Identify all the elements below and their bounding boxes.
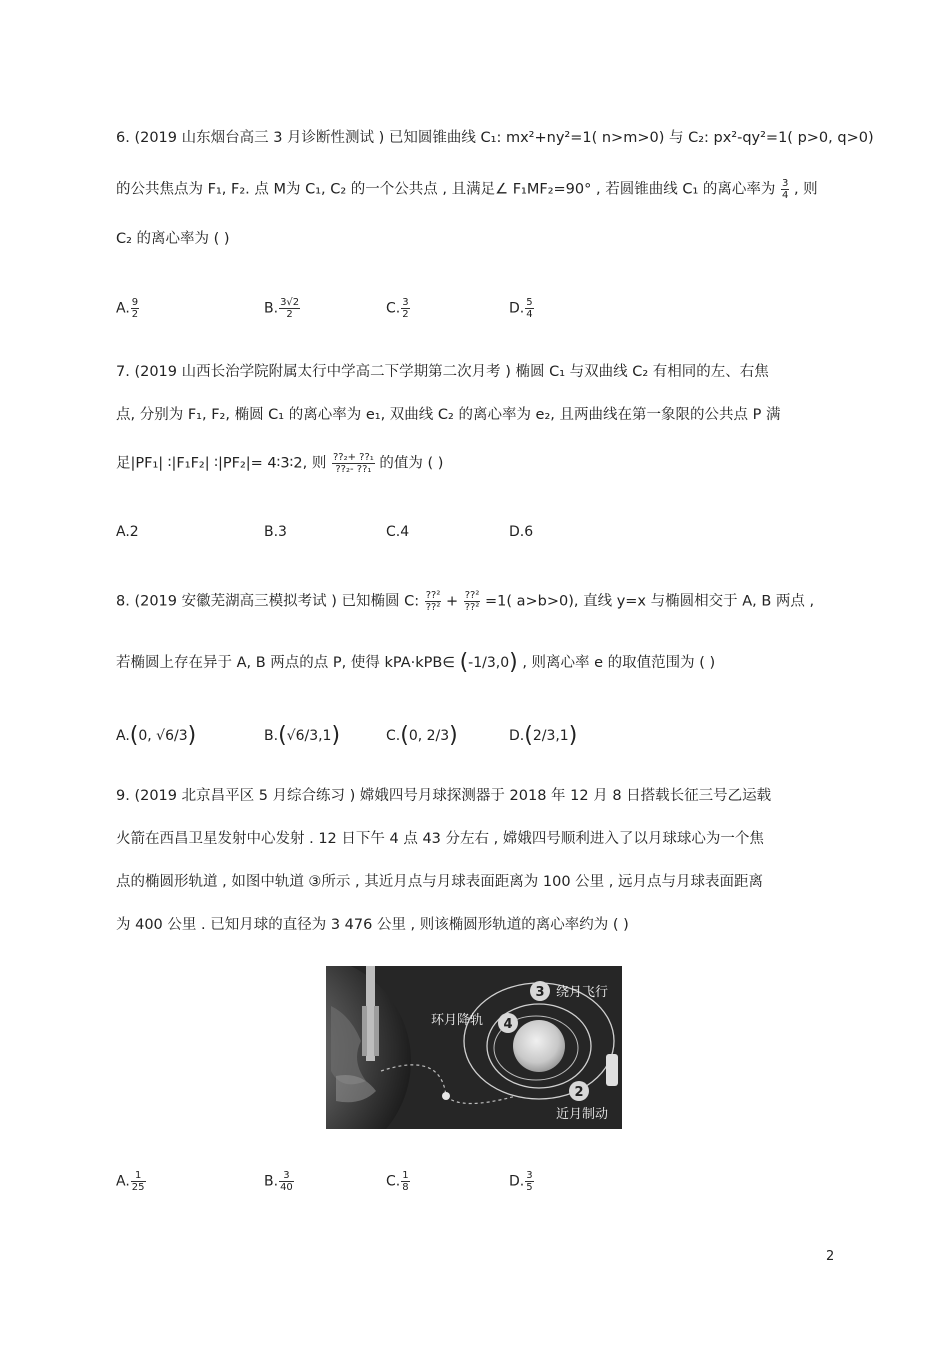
q8-ellipse-fraction-y — [464, 590, 481, 613]
option-label: C. — [386, 728, 401, 744]
fraction-numerator: 3√2 — [280, 297, 300, 308]
fraction-numerator: 1 — [402, 1170, 409, 1181]
option-label: B. — [264, 728, 279, 744]
option-fraction — [401, 297, 409, 320]
q7-option-b: B.3 — [264, 524, 287, 540]
orbit-3-label: 绕月飞行 — [556, 985, 609, 1000]
side-tag-icon — [606, 1054, 618, 1086]
option-fraction — [279, 297, 300, 320]
q8-line-2 — [116, 652, 715, 674]
fraction-denominator: 40 — [280, 1182, 293, 1193]
q8-slope-interval — [460, 652, 518, 674]
interval-value: 0, √6/3 — [138, 728, 188, 744]
option-label: C. — [386, 300, 401, 317]
q7-line-3-tail: 的值为 ( ) — [379, 455, 444, 472]
page-number: 2 — [826, 1249, 835, 1264]
fraction-numerator: 3 — [781, 178, 789, 189]
q6-line-2-text: 的公共焦点为 F₁, F₂. 点 M为 C₁, C₂ 的一个公共点 , 且满足∠ F₁MF₂=90° , 若圆锥曲线 C₁ 的离心率为 — [116, 181, 776, 198]
fraction-denominator: 4 — [526, 309, 533, 320]
q8-option-b — [264, 725, 340, 747]
interval-value: 0, 2/3 — [408, 728, 450, 744]
option-label: B. — [264, 300, 279, 317]
fraction-numerator: ??₂+ ??₁ — [333, 452, 374, 463]
fraction-numerator: 5 — [526, 297, 533, 308]
option-fraction — [279, 1170, 294, 1193]
fraction-numerator: 1 — [131, 1170, 146, 1182]
left-paren-icon: ( — [459, 650, 469, 675]
fraction-denominator: 8 — [402, 1182, 409, 1193]
q7-line-3-text: 足|PF₁| ∶|F₁F₂| ∶|PF₂|= 4∶3∶2, 则 — [116, 455, 327, 472]
left-paren-icon: ( — [278, 723, 287, 748]
option-label: D. — [509, 728, 525, 744]
q7-option-d: D.6 — [509, 524, 534, 540]
fraction-denominator: ??² — [425, 602, 441, 613]
option-fraction — [131, 297, 139, 320]
q6-line-2-tail: , 则 — [793, 181, 818, 198]
q8-ellipse-fraction-x — [425, 590, 442, 613]
option-fraction — [525, 297, 533, 320]
orbit-3-number: 3 — [535, 985, 545, 1000]
q9-line-2: 火箭在西昌卫星发射中心发射 . 12 日下午 4 点 43 分左右 , 嫦娥四号顺利进入了以月球球心为一个焦 — [116, 831, 764, 847]
option-label: A. — [116, 300, 130, 317]
option-fraction — [525, 1170, 533, 1193]
q8-line-2-tail: , 则离心率 e 的取值范围为 ( ) — [522, 655, 716, 671]
fraction-denominator: 4 — [781, 190, 789, 201]
q9-option-b — [264, 1170, 294, 1193]
fraction-denominator: 2 — [286, 309, 293, 320]
option-interval — [130, 725, 196, 747]
fraction-denominator: 2 — [402, 309, 409, 320]
q7-line-3 — [116, 452, 443, 475]
right-paren-icon: ) — [568, 723, 578, 748]
q6-line-3: C₂ 的离心率为 ( ) — [116, 231, 230, 247]
fraction-denominator: ??² — [464, 602, 480, 613]
q7-option-a: A.2 — [116, 524, 139, 540]
q7-line-2: 点, 分别为 F₁, F₂, 椭圆 C₁ 的离心率为 e₁, 双曲线 C₂ 的离心率为 e₂, 且两曲线在第一象限的公共点 P 满 — [116, 407, 781, 423]
fraction-numerator: 9 — [131, 297, 139, 308]
interval-value: √6/3,1 — [286, 728, 332, 744]
q8-line-1-tail: =1( a>b>0), 直线 y=x 与椭圆相交于 A, B 两点 , — [484, 593, 815, 610]
fraction-denominator: 25 — [131, 1182, 145, 1193]
option-interval — [400, 725, 458, 747]
left-paren-icon: ( — [524, 723, 533, 748]
q9-line-3: 点的椭圆形轨道 , 如图中轨道 ③所示 , 其近月点与月球表面距离为 100 公里 , 远月点与月球表面距离 — [116, 874, 763, 890]
fraction-denominator: 5 — [526, 1182, 533, 1193]
q6-option-a — [116, 297, 139, 320]
q6-option-c — [386, 297, 410, 320]
q8-option-d — [509, 725, 577, 747]
probe-icon — [442, 1092, 450, 1100]
interval-value: -1/3,0 — [468, 655, 510, 671]
option-label: B. — [264, 1173, 279, 1190]
right-paren-icon: ) — [509, 650, 518, 675]
fraction-numerator: 3 — [402, 297, 409, 308]
q8-line-1 — [116, 590, 814, 613]
left-paren-icon: ( — [129, 723, 139, 748]
fraction-denominator: ??₂- ??₁ — [335, 464, 372, 475]
q6-option-b — [264, 297, 300, 320]
fraction-numerator: ??² — [464, 590, 480, 601]
interval-value: 2/3,1 — [532, 728, 569, 744]
orbit-2-label: 近月制动 — [556, 1107, 609, 1122]
option-fraction — [131, 1170, 146, 1193]
q7-line-1: 7. (2019 山西长治学院附属太行中学高二下学期第二次月考 ) 椭圆 C₁ 与双曲线 C₂ 有相同的左、右焦 — [116, 364, 769, 380]
orbit-2-number: 2 — [574, 1085, 584, 1100]
fraction-numerator: 3 — [279, 1170, 294, 1182]
q6-option-d — [509, 297, 534, 320]
option-label: C. — [386, 1173, 401, 1190]
fraction-numerator: ??² — [425, 590, 441, 601]
q8-option-c — [386, 725, 458, 747]
rocket-icon — [366, 966, 375, 1061]
rocket-booster-icon — [362, 1006, 367, 1056]
right-paren-icon: ) — [187, 723, 197, 748]
q6-eccentricity-fraction — [781, 178, 789, 201]
q8-line-1-text: 8. (2019 安徽芜湖高三模拟考试 ) 已知椭圆 C: — [116, 593, 420, 610]
q8-option-a — [116, 725, 196, 747]
q6-line-2 — [116, 178, 818, 201]
q9-line-1: 9. (2019 北京昌平区 5 月综合练习 ) 嫦娥四号月球探测器于 2018 年 12 月 8 日搭载长征三号乙运载 — [116, 788, 772, 804]
rocket-booster-icon — [374, 1006, 379, 1056]
q9-option-a — [116, 1170, 146, 1193]
q8-plus-sign: + — [445, 593, 459, 610]
option-label: A. — [116, 728, 130, 744]
right-paren-icon: ) — [331, 723, 341, 748]
fraction-numerator: 3 — [526, 1170, 533, 1181]
option-label: A. — [116, 1173, 130, 1190]
q6-line-1: 6. (2019 山东烟台高三 3 月诊断性测试 ) 已知圆锥曲线 C₁: mx²+ny²=1( n>m>0) 与 C₂: px²-qy²=1( p>0, q>0) — [116, 130, 874, 146]
option-interval — [278, 725, 340, 747]
option-label: D. — [509, 1173, 525, 1190]
orbit-diagram — [326, 966, 622, 1129]
q9-line-4: 为 400 公里 . 已知月球的直径为 3 476 公里 , 则该椭圆形轨道的离心率约为 ( ) — [116, 917, 629, 933]
q9-option-d — [509, 1170, 534, 1193]
option-fraction — [401, 1170, 409, 1193]
left-paren-icon: ( — [400, 723, 409, 748]
lunar-orbit-figure — [326, 966, 622, 1129]
q9-option-c — [386, 1170, 410, 1193]
option-label: D. — [509, 300, 525, 317]
option-interval — [524, 725, 577, 747]
right-paren-icon: ) — [449, 723, 458, 748]
fraction-denominator: 2 — [131, 309, 139, 320]
orbit-4-label: 环月降轨 — [431, 1013, 484, 1028]
q7-ratio-fraction — [332, 452, 375, 475]
q8-line-2-text: 若椭圆上存在异于 A, B 两点的点 P, 使得 kPA·kPB∈ — [116, 655, 455, 671]
q7-option-c: C.4 — [386, 524, 410, 540]
orbit-4-number: 4 — [503, 1017, 513, 1032]
moon-icon — [513, 1020, 565, 1072]
